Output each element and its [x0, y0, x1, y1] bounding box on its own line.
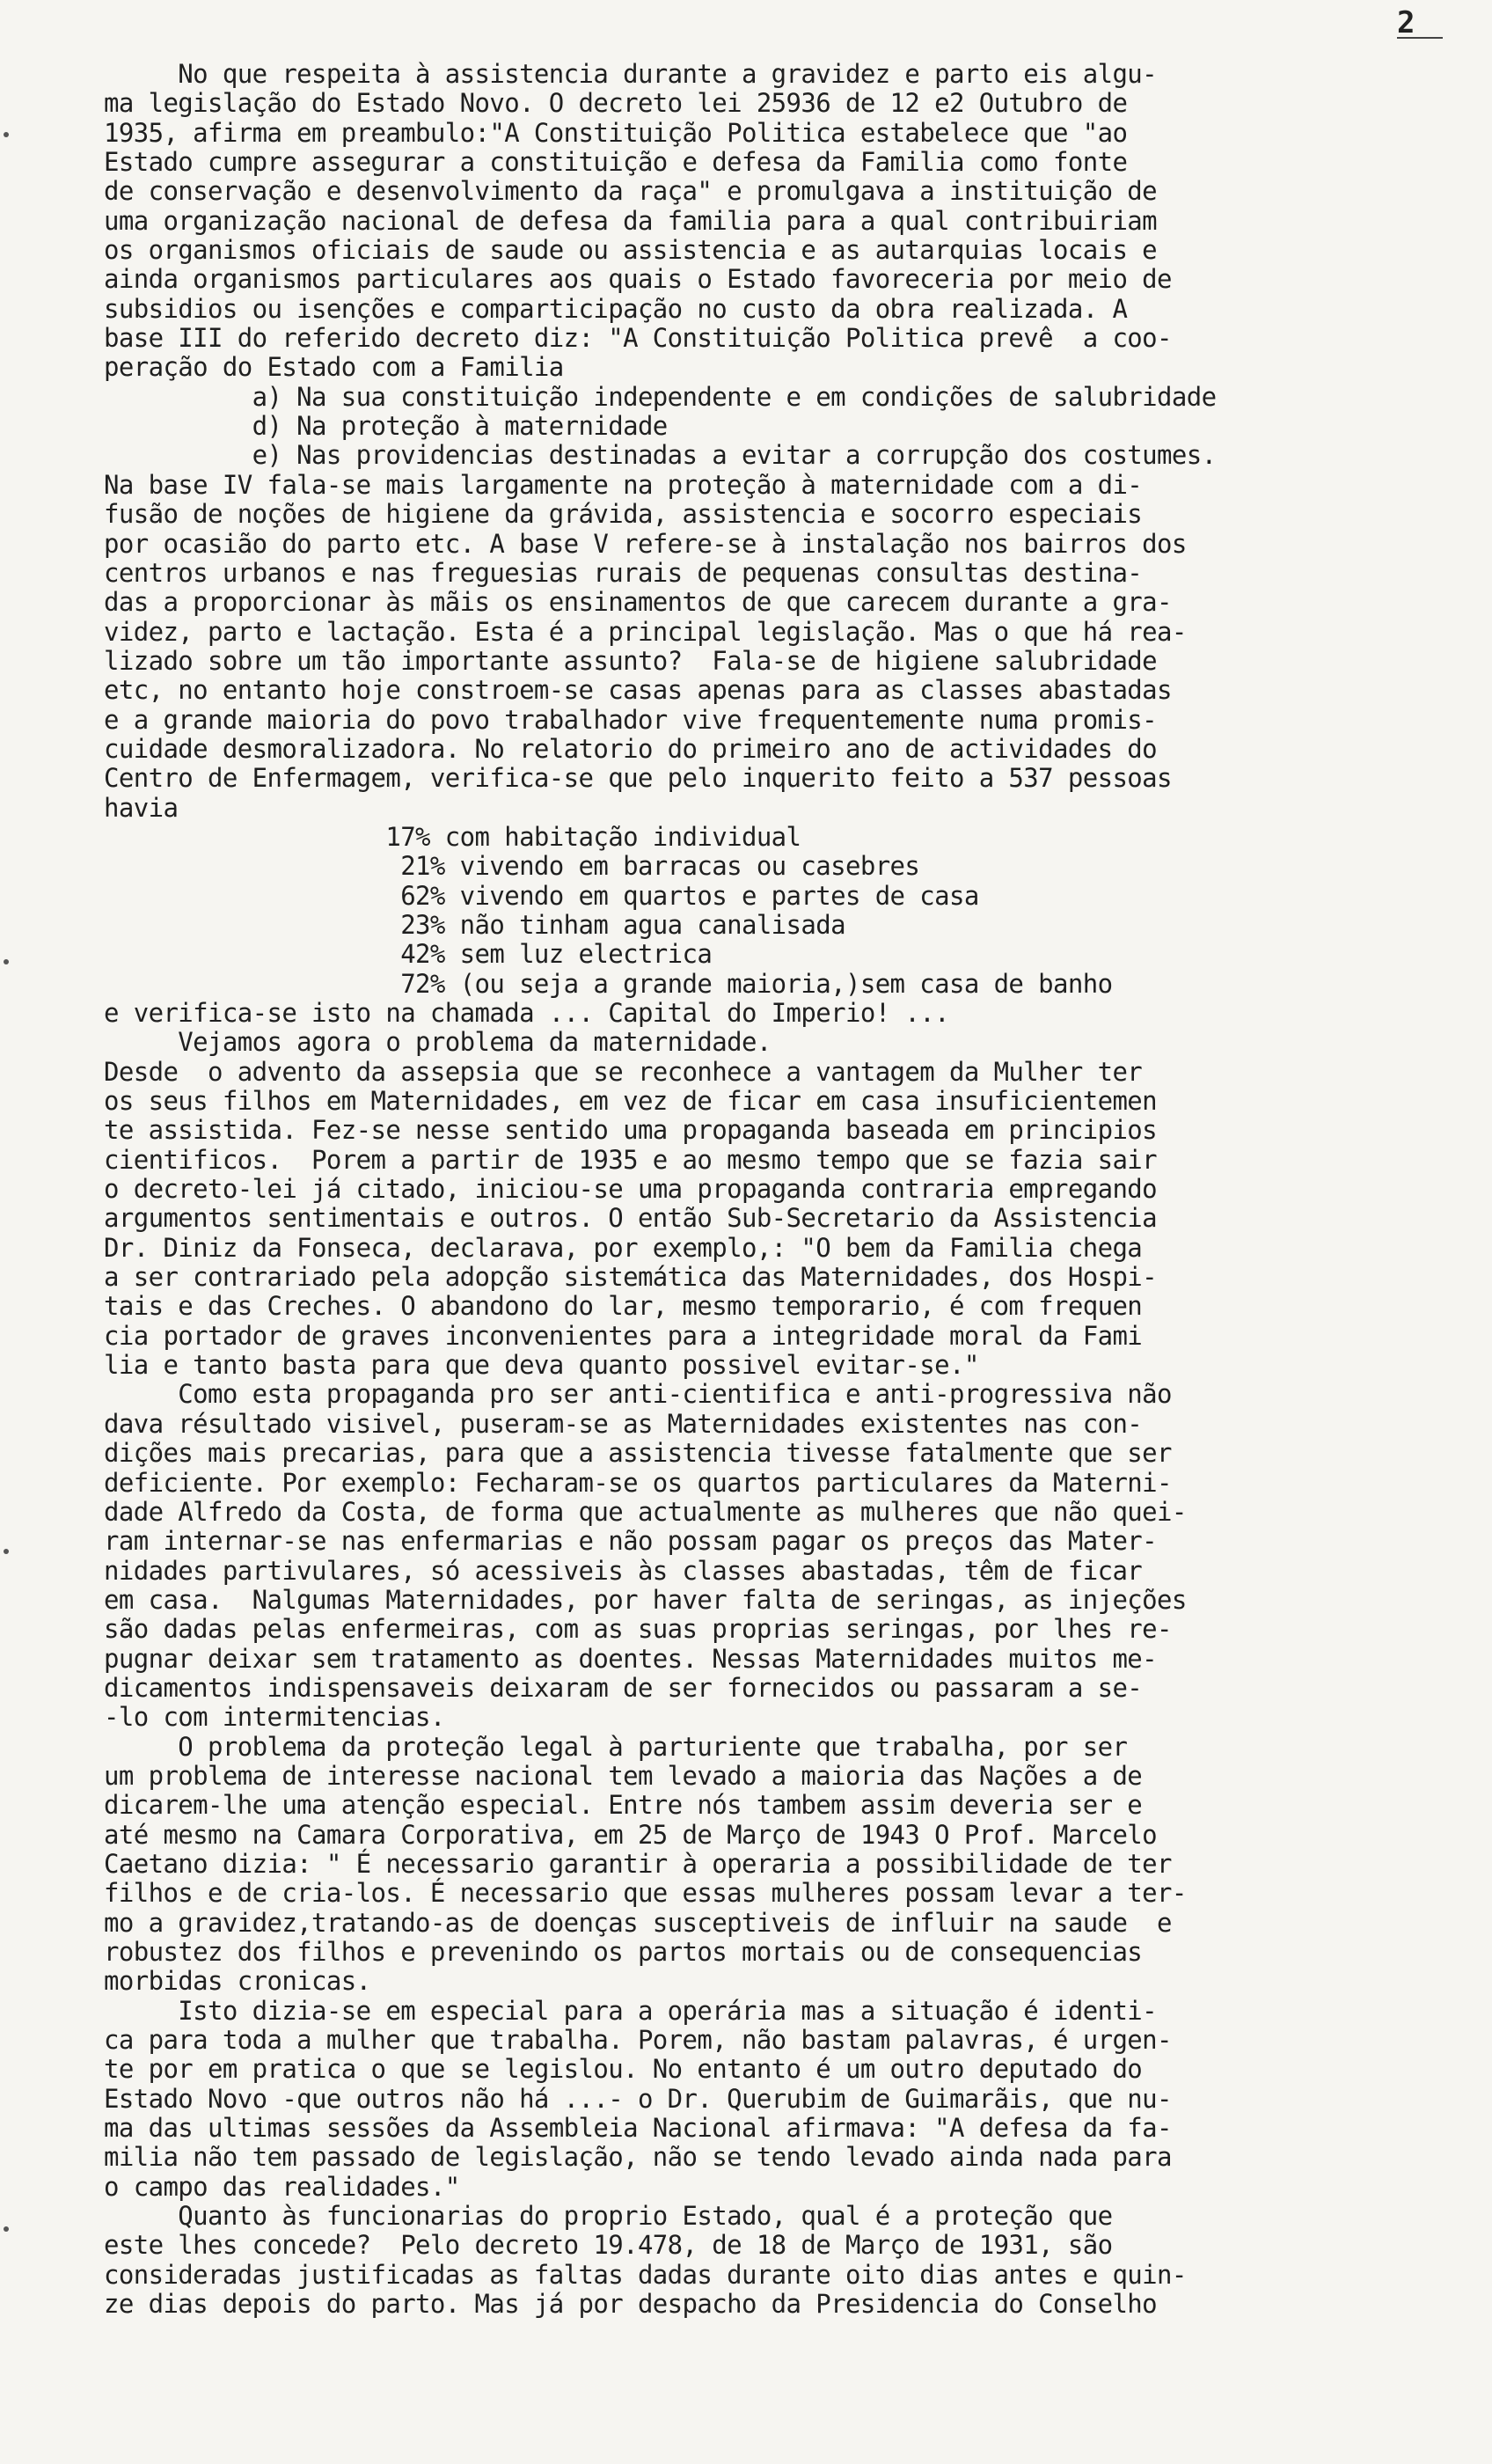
text-line: cientificos. Porem a partir de 1935 e ao mesmo tempo que se fazia sair [104, 1144, 1158, 1175]
text-line: Quanto às funcionarias do proprio Estado, qual é a proteção que [104, 2201, 1113, 2232]
text-line: e) Nas providencias destinadas a evitar a corrupção dos costumes. [104, 440, 1217, 471]
text-line: d) Na proteção à maternidade [104, 411, 668, 442]
text-line: cuidade desmoralizadora. No relatorio do primeiro ano de actividades do [104, 733, 1158, 764]
text-line: 23% não tinham agua canalisada [104, 909, 845, 940]
text-line: 21% vivendo em barracas ou casebres [104, 851, 920, 882]
text-line: nidades partivulares, só acessiveis às classes abastadas, têm de ficar [104, 1555, 1143, 1586]
scan-speck [4, 132, 9, 137]
text-line: Isto dizia-se em especial para a operária mas a situação é identi- [104, 1995, 1158, 2026]
text-line: dava résultado visivel, puseram-se as Maternidades existentes nas con- [104, 1408, 1143, 1439]
text-line: No que respeita à assistencia durante a gravidez e parto eis algu- [104, 59, 1158, 89]
text-line: ainda organismos particulares aos quais o Estado favoreceria por meio de [104, 264, 1172, 295]
text-line: um problema de interesse nacional tem levado a maioria das Nações a de [104, 1760, 1143, 1791]
text-line: te assistida. Fez-se nesse sentido uma propaganda baseada em principios [104, 1115, 1158, 1146]
text-line: o decreto-lei já citado, iniciou-se uma propaganda contraria empregando [104, 1174, 1158, 1205]
text-line: pugnar deixar sem tratamento as doentes. Nessas Maternidades muitos me- [104, 1643, 1158, 1674]
text-line: Como esta propaganda pro ser anti-cientifica e anti-progressiva não [104, 1379, 1172, 1410]
text-line: ram internar-se nas enfermarias e não possam pagar os preços das Mater- [104, 1526, 1158, 1557]
text-line: lia e tanto basta para que deva quanto possivel evitar-se." [104, 1350, 979, 1381]
text-line: centros urbanos e nas freguesias rurais de pequenas consultas destina- [104, 557, 1143, 588]
text-line: O problema da proteção legal à parturiente que trabalha, por ser [104, 1731, 1128, 1762]
text-line: Na base IV fala-se mais largamente na proteção à maternidade com a di- [104, 469, 1143, 500]
page-number: 2 [1397, 5, 1443, 39]
text-line: este lhes concede? Pelo decreto 19.478, de 18 de Março de 1931, são [104, 2230, 1113, 2261]
text-line: dicarem-lhe uma atenção especial. Entre nós tambem assim deveria ser e [104, 1790, 1143, 1821]
text-line: fusão de noções de higiene da grávida, assistencia e socorro especiais [104, 499, 1143, 530]
text-line: uma organização nacional de defesa da familia para a qual contribuiriam [104, 205, 1158, 236]
text-line: te por em pratica o que se legislou. No entanto é um outro deputado do [104, 2054, 1143, 2085]
text-line: de conservação e desenvolvimento da raça" e promulgava a instituição de [104, 176, 1158, 207]
text-line: são dadas pelas enfermeiras, com as suas proprias seringas, por lhes re- [104, 1614, 1172, 1645]
text-line: 62% vivendo em quartos e partes de casa [104, 880, 979, 911]
scan-speck [4, 1549, 9, 1554]
text-line: Dr. Diniz da Fonseca, declarava, por exemplo,: "O bem da Familia chega [104, 1232, 1143, 1263]
text-line: cia portador de graves inconvenientes para a integridade moral da Fami [104, 1320, 1143, 1351]
text-line: dade Alfredo da Costa, de forma que actualmente as mulheres que não quei- [104, 1496, 1187, 1527]
text-line: dicamentos indispensaveis deixaram de ser fornecidos ou passaram a se- [104, 1672, 1143, 1703]
text-line: -lo com intermitencias. [104, 1702, 445, 1733]
text-line: por ocasião do parto etc. A base V refere-se à instalação nos bairros dos [104, 528, 1187, 559]
text-line: etc, no entanto hoje constroem-se casas apenas para as classes abastadas [104, 675, 1172, 706]
text-line: milia não tem passado de legislação, não se tendo levado ainda nada para [104, 2142, 1172, 2173]
text-line: os organismos oficiais de saude ou assistencia e as autarquias locais e [104, 235, 1158, 266]
text-line: peração do Estado com a Familia [104, 352, 564, 383]
text-line: ca para toda a mulher que trabalha. Porem, não bastam palavras, é urgen- [104, 2025, 1172, 2056]
text-line: 42% sem luz electrica [104, 939, 713, 970]
text-line: em casa. Nalgumas Maternidades, por haver falta de seringas, as injeções [104, 1584, 1187, 1615]
text-line: os seus filhos em Maternidades, em vez de ficar em casa insuficientemen [104, 1086, 1158, 1117]
text-line: mo a gravidez,tratando-as de doenças susceptiveis de influir na saude e [104, 1907, 1172, 1938]
text-line: a ser contrariado pela adopção sistemática das Maternidades, dos Hospi- [104, 1262, 1158, 1293]
text-line: consideradas justificadas as faltas dadas durante oito dias antes e quin- [104, 2259, 1187, 2290]
text-line: base III do referido decreto diz: "A Constituição Politica prevê a coo- [104, 323, 1172, 354]
text-line: subsidios ou isenções e comparticipação no custo da obra realizada. A [104, 293, 1128, 324]
text-line: argumentos sentimentais e outros. O então Sub-Secretario da Assistencia [104, 1203, 1158, 1234]
text-line: ma legislação do Estado Novo. O decreto lei 25936 de 12 e2 Outubro de [104, 88, 1128, 119]
text-line: Estado cumpre assegurar a constituição e defesa da Familia como fonte [104, 147, 1128, 178]
scan-speck [4, 2226, 9, 2232]
text-line: até mesmo na Camara Corporativa, em 25 de Março de 1943 O Prof. Marcelo [104, 1819, 1158, 1850]
text-line: Vejamos agora o problema da maternidade. [104, 1027, 772, 1058]
text-line: das a proporcionar às mãis os ensinamentos de que carecem durante a gra- [104, 587, 1172, 618]
text-line: lizado sobre um tão importante assunto? Fala-se de higiene salubridade [104, 645, 1158, 676]
text-line: 72% (ou seja a grande maioria,)sem casa de banho [104, 968, 1113, 999]
text-line: Centro de Enfermagem, verifica-se que pelo inquerito feito a 537 pessoas [104, 763, 1172, 794]
text-line: Estado Novo -que outros não há ...- o Dr. Querubim de Guimarãis, que nu- [104, 2083, 1172, 2114]
text-line: dições mais precarias, para que a assistencia tivesse fatalmente que ser [104, 1438, 1172, 1469]
text-line: filhos e de cria-los. É necessario que essas mulheres possam levar a ter- [104, 1878, 1187, 1909]
text-line: 17% com habitação individual [104, 821, 801, 852]
typewritten-text-body [104, 60, 1379, 2319]
text-line: o campo das realidades." [104, 2171, 460, 2202]
text-line: Caetano dizia: " É necessario garantir à operaria a possibilidade de ter [104, 1848, 1172, 1879]
text-line: morbidas cronicas. [104, 1966, 371, 1997]
text-line: tais e das Creches. O abandono do lar, mesmo temporario, é com frequen [104, 1291, 1143, 1322]
text-line: robustez dos filhos e prevenindo os partos mortais ou de consequencias [104, 1937, 1143, 1967]
text-line: ma das ultimas sessões da Assembleia Nacional afirmava: "A defesa da fa- [104, 2113, 1172, 2144]
text-line: e verifica-se isto na chamada ... Capital do Imperio! ... [104, 998, 949, 1028]
text-line: havia [104, 792, 179, 823]
scan-speck [4, 959, 9, 964]
text-line: Desde o advento da assepsia que se reconhece a vantagem da Mulher ter [104, 1056, 1143, 1087]
text-line: ze dias depois do parto. Mas já por despacho da Presidencia do Conselho [104, 2289, 1158, 2320]
text-line: videz, parto e lactação. Esta é a principal legislação. Mas o que há rea- [104, 616, 1187, 647]
text-line: 1935, afirma em preambulo:"A Constituição Politica estabelece que "ao [104, 117, 1128, 148]
text-line: e a grande maioria do povo trabalhador vive frequentemente numa promis- [104, 704, 1158, 735]
text-line: deficiente. Por exemplo: Fecharam-se os quartos particulares da Materni- [104, 1467, 1172, 1498]
text-line: a) Na sua constituição independente e em condições de salubridade [104, 381, 1217, 412]
